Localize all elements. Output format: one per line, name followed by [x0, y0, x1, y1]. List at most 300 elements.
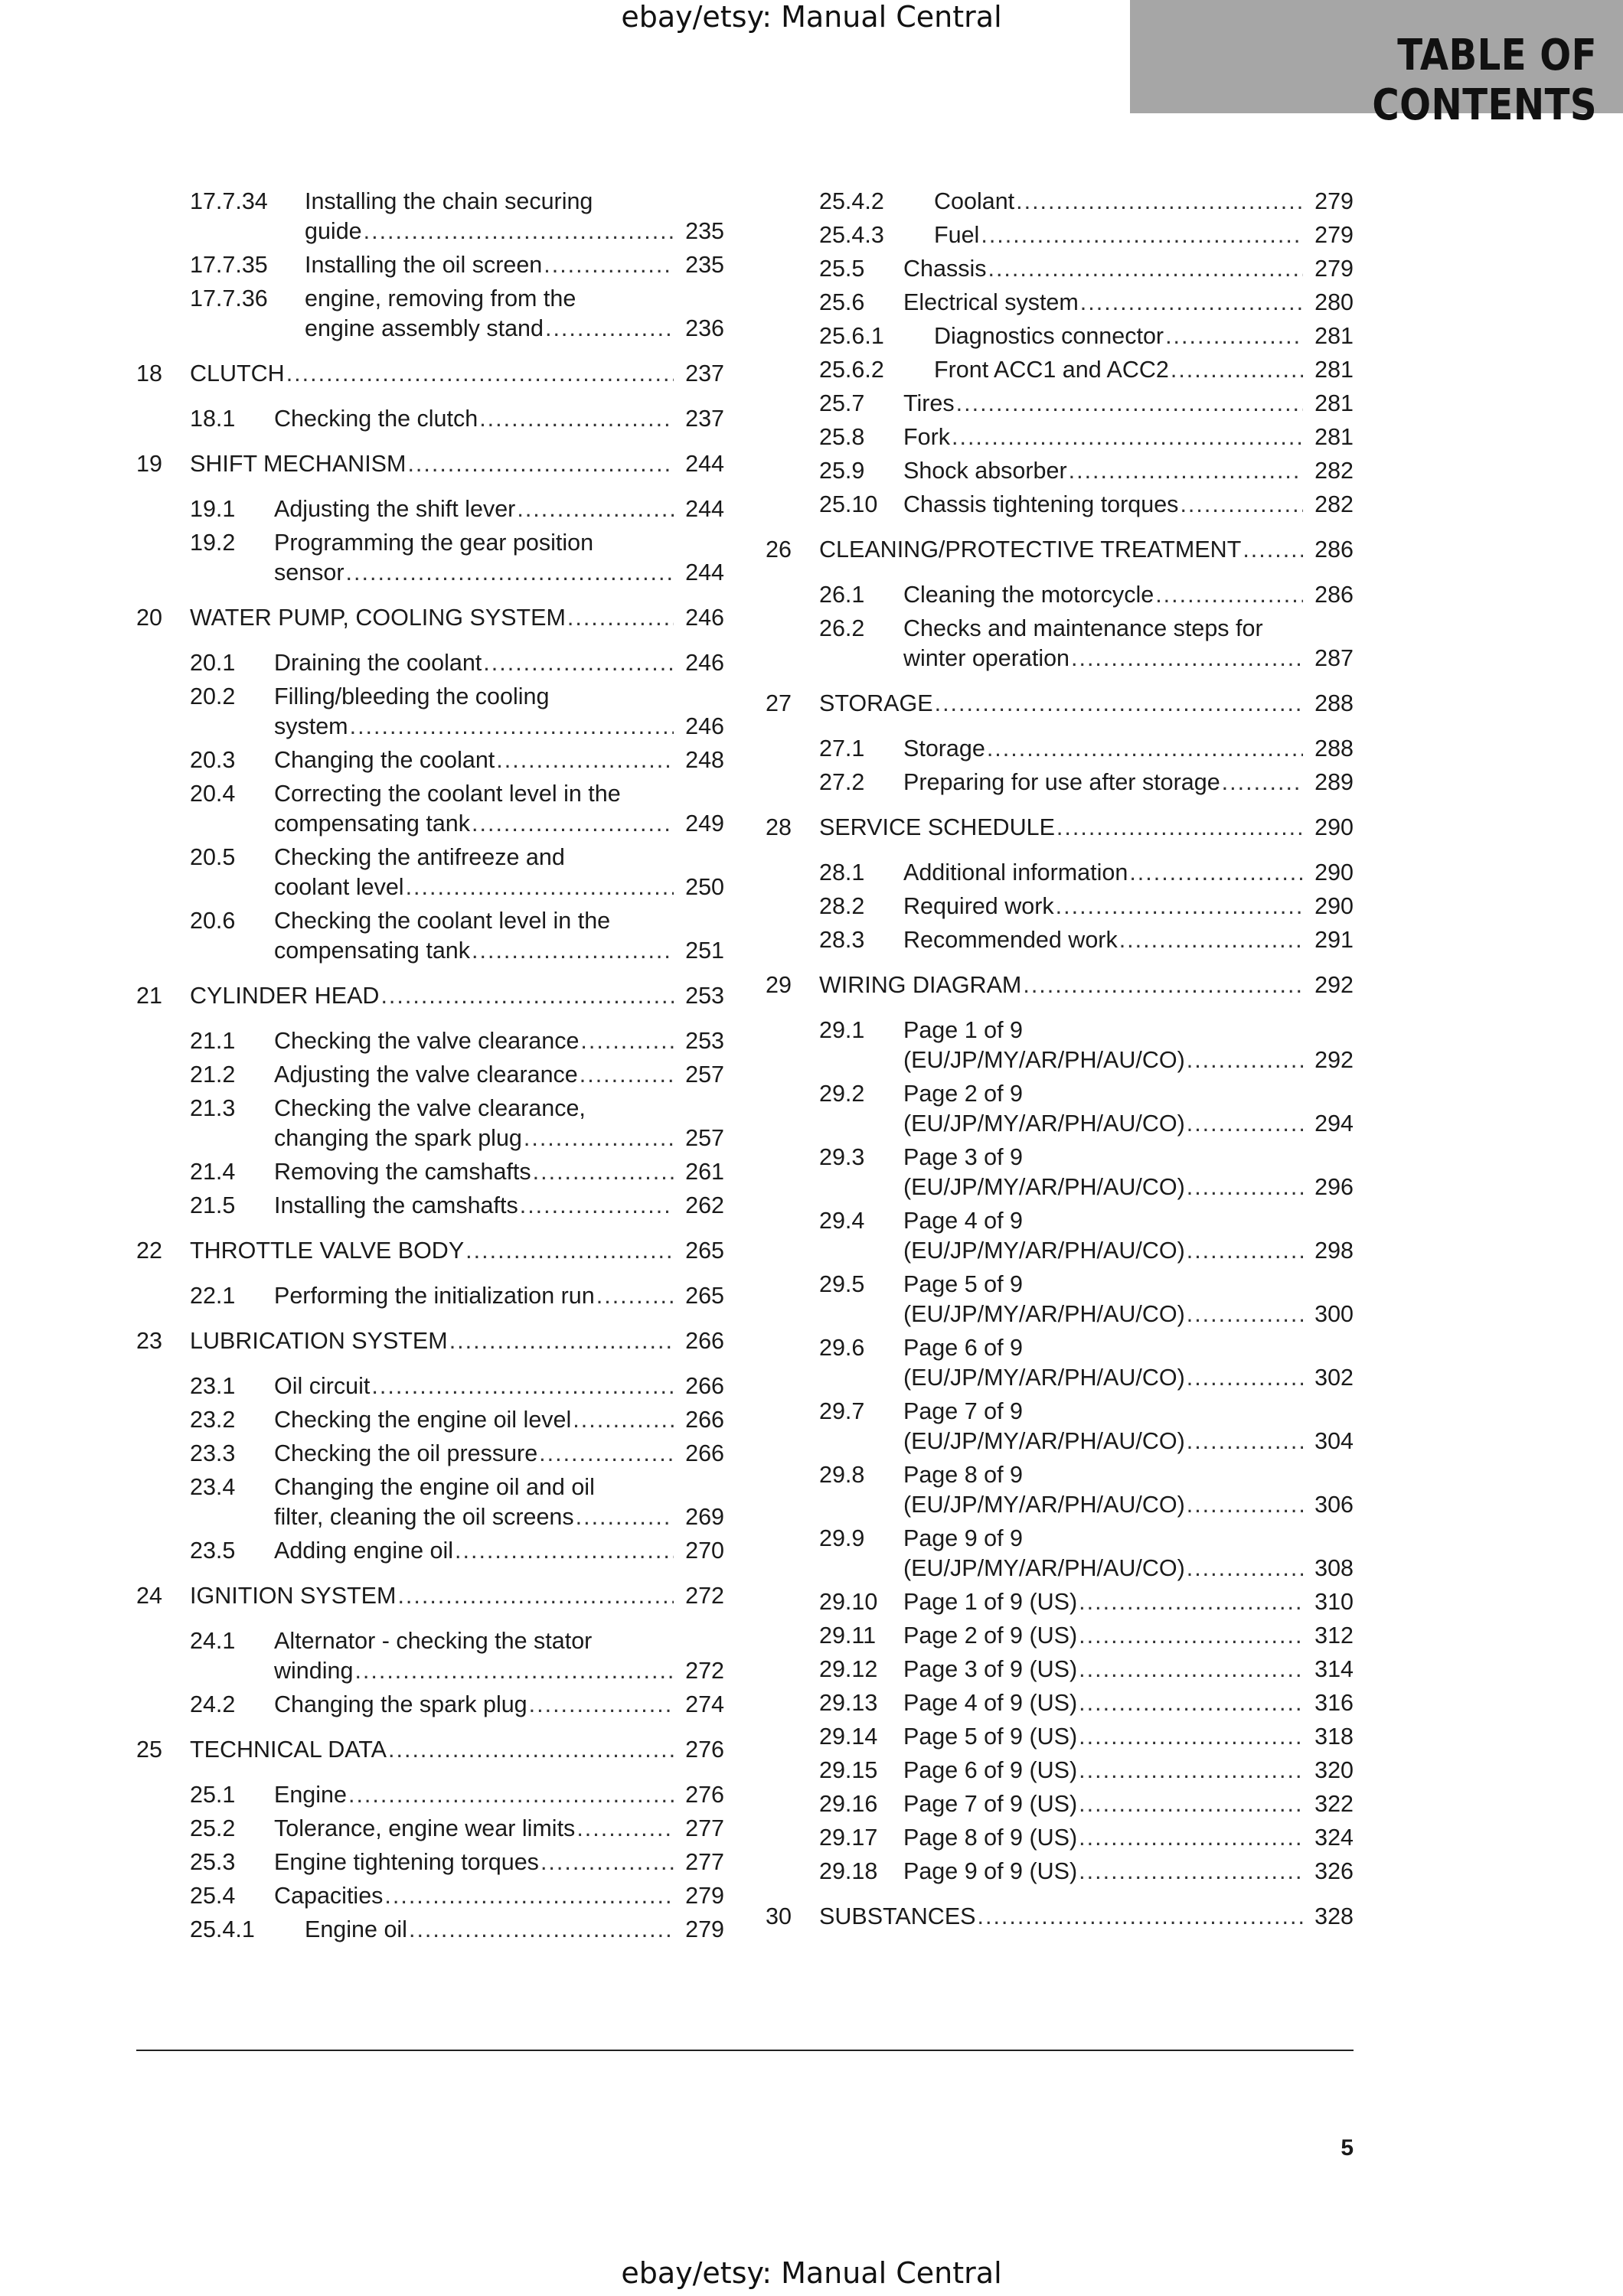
toc-entry-title: Recommended work — [903, 927, 1118, 953]
toc-chapter-entry[interactable] — [136, 359, 724, 389]
toc-section-entry[interactable] — [136, 1094, 724, 1153]
toc-entry-title: Checking the engine oil level — [274, 1407, 572, 1433]
toc-entry-title: CYLINDER HEAD — [190, 983, 380, 1009]
dot-leader — [479, 404, 674, 434]
dot-leader — [529, 1690, 674, 1720]
dot-leader — [1155, 580, 1303, 610]
toc-entry-number: 29.10 — [819, 1589, 878, 1615]
toc-entry-number: 20.3 — [190, 747, 236, 773]
dot-leader — [987, 734, 1303, 764]
toc-entry-page: 322 — [1314, 1791, 1354, 1817]
toc-entry-number: 24.2 — [190, 1691, 236, 1717]
toc-entry-title: Additional information — [903, 859, 1128, 885]
toc-entry-title: Page 4 of 9 — [903, 1208, 1024, 1234]
toc-entry-page: 253 — [685, 983, 724, 1009]
toc-entry-title: SHIFT MECHANISM — [190, 451, 407, 477]
toc-entry-number: 17.7.34 — [190, 188, 268, 214]
toc-section-entry[interactable] — [136, 648, 724, 678]
toc-entry-page: 237 — [685, 406, 724, 432]
dot-leader — [380, 981, 674, 1011]
dot-leader — [956, 389, 1303, 419]
toc-entry-number: 27.2 — [819, 769, 865, 795]
toc-entry-page: 279 — [685, 1916, 724, 1942]
toc-entry-number: 21.2 — [190, 1062, 236, 1088]
toc-entry-title: Tires — [903, 390, 955, 416]
toc-section-entry[interactable] — [136, 1915, 724, 1945]
dot-leader — [1079, 1722, 1303, 1752]
toc-entry-title: Changing the engine oil and oil — [274, 1474, 595, 1500]
toc-section-entry[interactable] — [766, 1270, 1354, 1329]
toc-section-entry[interactable] — [766, 858, 1354, 888]
toc-entry-page: 282 — [1314, 458, 1354, 484]
toc-entry-title: Draining the coolant — [274, 650, 482, 676]
toc-section-entry[interactable] — [136, 187, 724, 246]
dot-leader — [576, 1502, 674, 1532]
toc-entry-number: 28.1 — [819, 859, 865, 885]
toc-entry-title: IGNITION SYSTEM — [190, 1583, 397, 1609]
toc-entry-page: 248 — [685, 747, 724, 773]
dot-leader — [1187, 1109, 1303, 1139]
toc-entry-page: 262 — [685, 1192, 724, 1218]
toc-section-entry[interactable] — [766, 1722, 1354, 1752]
toc-entry-page: 276 — [685, 1737, 724, 1763]
toc-entry-page: 286 — [1314, 582, 1354, 608]
dot-leader — [472, 809, 674, 839]
toc-section-entry[interactable] — [766, 768, 1354, 797]
toc-entry-number: 29.11 — [819, 1623, 877, 1649]
toc-entry-title: Installing the chain securing — [305, 188, 593, 214]
toc-entry-title: THROTTLE VALVE BODY — [190, 1238, 465, 1264]
toc-section-entry[interactable] — [766, 321, 1354, 351]
toc-entry-title: Filling/bleeding the cooling — [274, 683, 550, 709]
toc-chapter-entry[interactable] — [766, 970, 1354, 1000]
toc-chapter-entry[interactable] — [136, 1326, 724, 1356]
toc-entry-title: Chassis tightening torques — [903, 491, 1179, 517]
toc-entry-page: 310 — [1314, 1589, 1354, 1615]
toc-entry-number: 25.6.1 — [819, 323, 884, 349]
toc-entry-title: Storage — [903, 735, 985, 762]
toc-section-entry[interactable] — [136, 1405, 724, 1435]
toc-entry-number: 18.1 — [190, 406, 236, 432]
toc-entry-page: 316 — [1314, 1690, 1354, 1716]
toc-section-entry[interactable] — [136, 1026, 724, 1056]
toc-entry-title: Page 8 of 9 (US) — [903, 1825, 1078, 1851]
toc-entry-number: 25.3 — [190, 1849, 236, 1875]
toc-section-entry[interactable] — [766, 220, 1354, 250]
dot-leader — [1056, 813, 1303, 843]
dot-leader — [397, 1581, 674, 1611]
dot-leader — [520, 1191, 674, 1221]
dot-leader — [540, 1848, 674, 1877]
toc-entry-page: 246 — [685, 605, 724, 631]
toc-section-entry[interactable] — [136, 494, 724, 524]
toc-entry-page: 280 — [1314, 289, 1354, 315]
toc-section-entry[interactable] — [766, 1789, 1354, 1819]
dot-leader — [1187, 1300, 1303, 1329]
toc-entry-page: 277 — [685, 1815, 724, 1841]
dot-leader — [567, 603, 674, 633]
dot-leader — [1079, 1823, 1303, 1853]
toc-entry-title: Installing the oil screen — [305, 252, 543, 278]
toc-entry-title: (EU/JP/MY/AR/PH/AU/CO) — [903, 1047, 1185, 1073]
dot-leader — [354, 1656, 674, 1686]
toc-section-entry[interactable] — [136, 1848, 724, 1877]
toc-entry-number: 25.8 — [819, 424, 865, 450]
dot-leader — [935, 689, 1303, 719]
dot-leader — [1056, 892, 1303, 921]
toc-section-entry[interactable] — [766, 1079, 1354, 1139]
dot-leader — [1187, 1236, 1303, 1266]
toc-entry-title: Capacities — [274, 1883, 384, 1909]
toc-entry-title: Page 1 of 9 (US) — [903, 1589, 1078, 1615]
toc-section-entry[interactable] — [766, 389, 1354, 419]
watermark-bottom: ebay/etsy: Manual Central — [621, 2256, 1002, 2290]
dot-leader — [576, 1814, 674, 1844]
dot-leader — [483, 648, 674, 678]
dot-leader — [1079, 1756, 1303, 1786]
toc-entry-title: SUBSTANCES — [819, 1903, 976, 1929]
toc-entry-number: 25.2 — [190, 1815, 236, 1841]
toc-entry-title: Diagnostics connector — [934, 323, 1164, 349]
toc-entry-title: Checking the oil pressure — [274, 1440, 538, 1466]
toc-entry-title: Required work — [903, 893, 1054, 919]
toc-entry-number: 21.1 — [190, 1028, 236, 1054]
dot-leader — [409, 1915, 674, 1945]
toc-entry-title: STORAGE — [819, 690, 933, 716]
toc-entry-page: 294 — [1314, 1110, 1354, 1137]
dot-leader — [286, 359, 674, 389]
toc-entry-title: Page 2 of 9 — [903, 1081, 1024, 1107]
dot-leader — [1080, 288, 1303, 318]
dot-leader — [1119, 925, 1303, 955]
toc-entry-number: 25.4.2 — [819, 188, 884, 214]
toc-entry-title: (EU/JP/MY/AR/PH/AU/CO) — [903, 1110, 1185, 1137]
toc-entry-page: 302 — [1314, 1365, 1354, 1391]
toc-entry-page: 272 — [685, 1658, 724, 1684]
toc-section-entry[interactable] — [136, 1536, 724, 1566]
toc-section-entry[interactable] — [136, 528, 724, 588]
toc-section-entry[interactable] — [766, 1397, 1354, 1456]
toc-section-entry[interactable] — [766, 1460, 1354, 1520]
dot-leader — [346, 558, 674, 588]
toc-section-entry[interactable] — [766, 187, 1354, 217]
toc-entry-page: 320 — [1314, 1757, 1354, 1783]
toc-entry-page: 244 — [685, 559, 724, 585]
toc-section-entry[interactable] — [136, 1881, 724, 1911]
toc-entry-number: 27.1 — [819, 735, 865, 762]
toc-section-entry[interactable] — [766, 614, 1354, 673]
toc-section-entry[interactable] — [136, 1060, 724, 1090]
toc-entry-title: changing the spark plug — [274, 1125, 522, 1151]
toc-entry-title: Page 9 of 9 — [903, 1525, 1024, 1551]
toc-section-entry[interactable] — [766, 1857, 1354, 1887]
toc-section-entry[interactable] — [136, 682, 724, 742]
dot-leader — [472, 936, 674, 966]
toc-section-entry[interactable] — [136, 1191, 724, 1221]
toc-chapter-entry[interactable] — [766, 813, 1354, 843]
toc-section-entry[interactable] — [136, 1814, 724, 1844]
section-header — [1130, 0, 1623, 130]
toc-section-entry[interactable] — [766, 1587, 1354, 1617]
toc-entry-number: 19.2 — [190, 530, 236, 556]
toc-entry-number: 25.5 — [819, 256, 865, 282]
toc-section-entry[interactable] — [136, 1690, 724, 1720]
toc-entry-number: 25.6 — [819, 289, 865, 315]
toc-entry-page: 272 — [685, 1583, 724, 1609]
toc-entry-number: 29.9 — [819, 1525, 865, 1551]
toc-section-entry[interactable] — [766, 1621, 1354, 1651]
toc-entry-title: (EU/JP/MY/AR/PH/AU/CO) — [903, 1174, 1185, 1200]
toc-section-entry[interactable] — [136, 1626, 724, 1686]
toc-entry-number: 29.1 — [819, 1017, 865, 1043]
toc-entry-number: 29.6 — [819, 1335, 865, 1361]
toc-entry-title: compensating tank — [274, 938, 471, 964]
toc-entry-page: 281 — [1314, 357, 1354, 383]
toc-entry-page: 282 — [1314, 491, 1354, 517]
toc-entry-number: 29.3 — [819, 1144, 865, 1170]
toc-entry-page: 281 — [1314, 424, 1354, 450]
toc-entry-page: 306 — [1314, 1492, 1354, 1518]
toc-chapter-entry[interactable] — [766, 535, 1354, 565]
toc-entry-page: 261 — [685, 1159, 724, 1185]
toc-section-entry[interactable] — [766, 1524, 1354, 1583]
dot-leader — [580, 1060, 674, 1090]
toc-entry-number: 29.2 — [819, 1081, 865, 1107]
toc-entry-title: Checking the coolant level in the — [274, 908, 611, 934]
toc-entry-title: Tolerance, engine wear limits — [274, 1815, 576, 1841]
toc-section-entry[interactable] — [766, 892, 1354, 921]
toc-entry-number: 29.15 — [819, 1757, 878, 1783]
toc-entry-title: Installing the camshafts — [274, 1192, 518, 1218]
toc-entry-title: Page 3 of 9 — [903, 1144, 1024, 1170]
toc-entry-title: Adjusting the shift lever — [274, 496, 516, 522]
toc-section-entry[interactable] — [766, 1655, 1354, 1684]
dot-leader — [455, 1536, 674, 1566]
toc-entry-page: 298 — [1314, 1238, 1354, 1264]
toc-entry-title: (EU/JP/MY/AR/PH/AU/CO) — [903, 1555, 1185, 1581]
toc-entry-page: 257 — [685, 1125, 724, 1151]
toc-section-entry[interactable] — [766, 490, 1354, 520]
toc-column-left — [136, 187, 724, 1949]
toc-entry-number: 26.2 — [819, 615, 865, 641]
toc-chapter-entry[interactable] — [136, 1735, 724, 1765]
toc-section-entry[interactable] — [766, 254, 1354, 284]
toc-section-entry[interactable] — [766, 288, 1354, 318]
toc-section-entry[interactable] — [766, 580, 1354, 610]
dot-leader — [1180, 490, 1303, 520]
toc-entry-title: Engine — [274, 1782, 347, 1808]
dot-leader — [981, 220, 1303, 250]
toc-section-entry[interactable] — [766, 422, 1354, 452]
toc-entry-page: 270 — [685, 1538, 724, 1564]
toc-section-entry[interactable] — [136, 404, 724, 434]
toc-entry-title: (EU/JP/MY/AR/PH/AU/CO) — [903, 1301, 1185, 1327]
toc-section-entry[interactable] — [766, 1688, 1354, 1718]
toc-entry-title: Changing the coolant — [274, 747, 495, 773]
toc-entry-page: 246 — [685, 650, 724, 676]
dot-leader — [1016, 187, 1303, 217]
toc-entry-number: 20.6 — [190, 908, 236, 934]
toc-entry-number: 23 — [136, 1328, 162, 1354]
dot-leader — [1187, 1554, 1303, 1583]
toc-entry-page: 274 — [685, 1691, 724, 1717]
toc-entry-title: winter operation — [903, 645, 1070, 671]
toc-section-entry[interactable] — [136, 1281, 724, 1311]
toc-entry-title: Correcting the coolant level in the — [274, 781, 621, 807]
toc-entry-page: 281 — [1314, 323, 1354, 349]
toc-entry-title: CLUTCH — [190, 360, 285, 386]
toc-entry-page: 253 — [685, 1028, 724, 1054]
toc-entry-title: Chassis — [903, 256, 987, 282]
toc-entry-page: 279 — [685, 1883, 724, 1909]
toc-entry-number: 21.5 — [190, 1192, 236, 1218]
toc-entry-title: Programming the gear position — [274, 530, 594, 556]
toc-entry-page: 324 — [1314, 1825, 1354, 1851]
toc-entry-number: 21.3 — [190, 1095, 236, 1121]
toc-section-entry[interactable] — [136, 906, 724, 966]
dot-leader — [1079, 1688, 1303, 1718]
toc-chapter-entry[interactable] — [136, 981, 724, 1011]
toc-section-entry[interactable] — [136, 745, 724, 775]
toc-entry-page: 318 — [1314, 1724, 1354, 1750]
toc-entry-number: 29.8 — [819, 1462, 865, 1488]
toc-entry-page: 277 — [685, 1849, 724, 1875]
dot-leader — [1187, 1045, 1303, 1075]
dot-leader — [978, 1902, 1303, 1932]
toc-entry-title: Page 2 of 9 (US) — [903, 1623, 1078, 1649]
toc-entry-page: 292 — [1314, 972, 1354, 998]
dot-leader — [580, 1026, 674, 1056]
toc-entry-number: 22.1 — [190, 1283, 236, 1309]
toc-entry-number: 23.4 — [190, 1474, 236, 1500]
toc-entry-page: 269 — [685, 1504, 724, 1530]
toc-entry-page: 276 — [685, 1782, 724, 1808]
toc-entry-number: 24.1 — [190, 1628, 236, 1654]
toc-entry-title: Fuel — [934, 222, 980, 248]
toc-entry-title: Performing the initialization run — [274, 1283, 595, 1309]
toc-entry-number: 23.5 — [190, 1538, 236, 1564]
dot-leader — [1222, 768, 1303, 797]
toc-entry-title: LUBRICATION SYSTEM — [190, 1328, 448, 1354]
toc-entry-page: 244 — [685, 496, 724, 522]
toc-chapter-entry[interactable] — [136, 603, 724, 633]
dot-leader — [988, 254, 1303, 284]
toc-entry-title: Page 8 of 9 — [903, 1462, 1024, 1488]
toc-entry-number: 28.2 — [819, 893, 865, 919]
toc-section-entry[interactable] — [766, 1756, 1354, 1786]
dot-leader — [1187, 1363, 1303, 1393]
toc-entry-page: 251 — [685, 938, 724, 964]
toc-entry-page: 265 — [685, 1238, 724, 1264]
dot-leader — [1023, 970, 1303, 1000]
toc-entry-page: 328 — [1314, 1903, 1354, 1929]
toc-entry-number: 25.6.2 — [819, 357, 884, 383]
toc-entry-page: 235 — [685, 252, 724, 278]
toc-section-entry[interactable] — [136, 779, 724, 839]
toc-entry-title: Checks and maintenance steps for — [903, 615, 1263, 641]
toc-entry-title: Page 1 of 9 — [903, 1017, 1024, 1043]
dot-leader — [533, 1157, 674, 1187]
toc-entry-title: sensor — [274, 559, 345, 585]
toc-entry-number: 25.4.1 — [190, 1916, 255, 1942]
toc-entry-number: 29.4 — [819, 1208, 865, 1234]
toc-entry-number: 23.1 — [190, 1373, 236, 1399]
toc-entry-number: 27 — [766, 690, 792, 716]
toc-section-entry[interactable] — [766, 1143, 1354, 1202]
toc-entry-page: 288 — [1314, 690, 1354, 716]
toc-entry-title: Cleaning the motorcycle — [903, 582, 1154, 608]
toc-entry-title: Engine oil — [305, 1916, 407, 1942]
toc-entry-page: 266 — [685, 1407, 724, 1433]
toc-section-entry[interactable] — [136, 1371, 724, 1401]
toc-entry-title: WIRING DIAGRAM — [819, 972, 1022, 998]
toc-entry-page: 281 — [1314, 390, 1354, 416]
dot-leader — [517, 494, 674, 524]
toc-entry-number: 21.4 — [190, 1159, 236, 1185]
toc-entry-page: 291 — [1314, 927, 1354, 953]
toc-section-entry[interactable] — [136, 284, 724, 344]
toc-section-entry[interactable] — [136, 1780, 724, 1810]
toc-entry-title: TECHNICAL DATA — [190, 1737, 387, 1763]
toc-entry-page: 235 — [685, 218, 724, 244]
toc-entry-number: 29.12 — [819, 1656, 878, 1682]
dot-leader — [1069, 456, 1303, 486]
toc-entry-page: 279 — [1314, 256, 1354, 282]
toc-section-entry[interactable] — [766, 1823, 1354, 1853]
toc-chapter-entry[interactable] — [766, 689, 1354, 719]
toc-entry-title: Changing the spark plug — [274, 1691, 527, 1717]
dot-leader — [1187, 1427, 1303, 1456]
toc-section-entry[interactable] — [766, 925, 1354, 955]
toc-section-entry[interactable] — [766, 1333, 1354, 1393]
toc-entry-page: 312 — [1314, 1623, 1354, 1649]
toc-entry-page: 266 — [685, 1328, 724, 1354]
toc-entry-page: 287 — [1314, 645, 1354, 671]
toc-section-entry[interactable] — [136, 1439, 724, 1469]
dot-leader — [1129, 858, 1303, 888]
dot-leader — [1079, 1655, 1303, 1684]
toc-chapter-entry[interactable] — [136, 1581, 724, 1611]
dot-leader — [371, 1371, 674, 1401]
toc-section-entry[interactable] — [766, 734, 1354, 764]
toc-entry-title: CLEANING/PROTECTIVE TREATMENT — [819, 536, 1242, 563]
toc-section-entry[interactable] — [136, 250, 724, 280]
toc-entry-title: system — [274, 713, 348, 739]
toc-entry-title: Page 5 of 9 — [903, 1271, 1024, 1297]
toc-section-entry[interactable] — [766, 456, 1354, 486]
toc-entry-number: 26 — [766, 536, 792, 563]
toc-entry-page: 265 — [685, 1283, 724, 1309]
toc-entry-page: 300 — [1314, 1301, 1354, 1327]
toc-entry-title: Adjusting the valve clearance — [274, 1062, 578, 1088]
toc-entry-title: Page 6 of 9 (US) — [903, 1757, 1078, 1783]
toc-section-entry[interactable] — [136, 1473, 724, 1532]
toc-section-entry[interactable] — [766, 1206, 1354, 1266]
dot-leader — [465, 1236, 674, 1266]
toc-section-entry[interactable] — [766, 1016, 1354, 1075]
toc-chapter-entry[interactable] — [136, 1236, 724, 1266]
toc-entry-number: 29.17 — [819, 1825, 878, 1851]
toc-section-entry[interactable] — [136, 1157, 724, 1187]
toc-entry-number: 20.5 — [190, 844, 236, 870]
toc-chapter-entry[interactable] — [136, 449, 724, 479]
toc-chapter-entry[interactable] — [766, 1902, 1354, 1932]
dot-leader — [573, 1405, 674, 1435]
toc-section-entry[interactable] — [136, 843, 724, 902]
toc-entry-number: 25.4 — [190, 1883, 236, 1909]
toc-section-entry[interactable] — [766, 355, 1354, 385]
toc-entry-page: 279 — [1314, 188, 1354, 214]
